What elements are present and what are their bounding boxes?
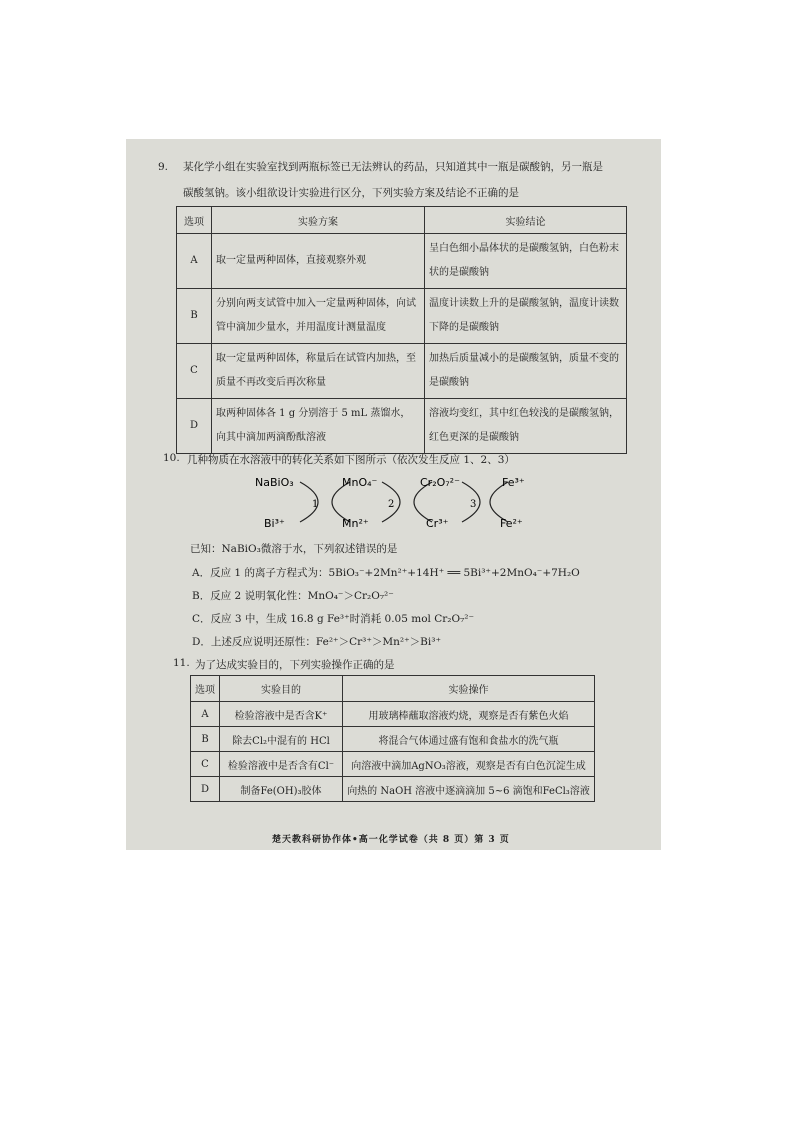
question-10-option-a: A．反应 1 的离子方程式为：5BiO₃⁻+2Mn²⁺+14H⁺ ══ 5Bi³⁺+2MnO₄⁻+7H₂O (192, 567, 580, 579)
header-aim: 实验目的 (220, 676, 343, 702)
question-9-text-line1: 某化学小组在实验室找到两瓶标签已无法辨认的药品，只知道其中一瓶是碳酸钠，另一瓶是 (183, 161, 603, 173)
option-cell: A (191, 702, 220, 727)
table-row (177, 234, 627, 289)
question-10-option-c: C．反应 3 中，生成 16.8 g Fe³⁺时消耗 0.05 mol Cr₂O₇²⁻ (192, 613, 475, 625)
question-11-table (190, 675, 595, 802)
conversion-arrows (250, 470, 570, 534)
question-9-number: 9. (158, 161, 169, 173)
page-footer: 楚天教科研协作体•高一化学试卷（共 8 页）第 3 页 (272, 835, 510, 845)
species-top-4: Fe³⁺ (502, 476, 525, 489)
header-operation: 实验操作 (343, 676, 595, 702)
question-10-known: 已知：NaBiO₃微溶于水，下列叙述错误的是 (190, 543, 398, 555)
question-10-option-b: B．反应 2 说明氧化性：MnO₄⁻＞Cr₂O₇²⁻ (192, 590, 394, 602)
option-cell: D (177, 399, 212, 454)
species-bottom-1: Bi³⁺ (264, 517, 285, 530)
reaction-label-1: 1 (312, 499, 319, 510)
option-cell: D (191, 777, 220, 802)
question-10-option-d: D．上述反应说明还原性：Fe²⁺＞Cr³⁺＞Mn²⁺＞Bi³⁺ (192, 636, 441, 648)
table-row (191, 777, 595, 802)
operation-cell: 向溶液中滴加AgNO₃溶液，观察是否有白色沉淀生成 (343, 752, 595, 777)
option-cell: B (177, 289, 212, 344)
header-result: 实验结论 (425, 207, 627, 234)
question-9-text-line2: 碳酸氢钠。该小组欲设计实验进行区分，下列实验方案及结论不正确的是 (183, 187, 519, 199)
result-cell: 温度计读数上升的是碳酸氢钠，温度计读数下降的是碳酸钠 (425, 289, 627, 344)
species-top-2: MnO₄⁻ (342, 476, 378, 489)
operation-cell: 将混合气体通过盛有饱和食盐水的洗气瓶 (343, 727, 595, 752)
table-row (177, 399, 627, 454)
table-row (191, 752, 595, 777)
operation-cell: 用玻璃棒蘸取溶液灼烧，观察是否有紫色火焰 (343, 702, 595, 727)
table-row (191, 727, 595, 752)
table-row (177, 344, 627, 399)
header-option: 选项 (191, 676, 220, 702)
question-10-text: 几种物质在水溶液中的转化关系如下图所示（依次发生反应 1、2、3） (187, 454, 515, 466)
question-11-text: 为了达成实验目的，下列实验操作正确的是 (195, 659, 395, 671)
species-top-3: Cr₂O₇²⁻ (420, 476, 460, 489)
result-cell: 溶液均变红，其中红色较浅的是碳酸氢钠，红色更深的是碳酸钠 (425, 399, 627, 454)
operation-cell: 向热的 NaOH 溶液中逐滴滴加 5~6 滴饱和FeCl₃溶液 (343, 777, 595, 802)
result-cell: 加热后质量减小的是碳酸氢钠，质量不变的是碳酸钠 (425, 344, 627, 399)
question-11-number: 11. (173, 657, 190, 669)
species-bottom-4: Fe²⁺ (500, 517, 523, 530)
plan-cell: 分别向两支试管中加入一定量两种固体，向试管中滴加少量水，并用温度计测量温度 (212, 289, 425, 344)
aim-cell: 检验溶液中是否含有Cl⁻ (220, 752, 343, 777)
table-header-row (177, 207, 627, 234)
question-9-table (176, 206, 627, 454)
option-cell: A (177, 234, 212, 289)
option-cell: C (191, 752, 220, 777)
question-10-number: 10. (163, 452, 180, 464)
header-plan: 实验方案 (212, 207, 425, 234)
table-header-row (191, 676, 595, 702)
result-cell: 呈白色细小晶体状的是碳酸氢钠，白色粉末状的是碳酸钠 (425, 234, 627, 289)
plan-cell: 取一定量两种固体，称量后在试管内加热，至质量不再改变后再次称量 (212, 344, 425, 399)
redox-conversion-diagram (250, 470, 570, 534)
reaction-label-3: 3 (470, 499, 477, 510)
table-row (191, 702, 595, 727)
aim-cell: 检验溶液中是否含K⁺ (220, 702, 343, 727)
aim-cell: 制备Fe(OH)₃胶体 (220, 777, 343, 802)
option-cell: C (177, 344, 212, 399)
plan-cell: 取两种固体各 1 g 分别溶于 5 mL 蒸馏水，向其中滴加两滴酚酞溶液 (212, 399, 425, 454)
table-row (177, 289, 627, 344)
option-cell: B (191, 727, 220, 752)
species-bottom-3: Cr³⁺ (426, 517, 449, 530)
header-option: 选项 (177, 207, 212, 234)
aim-cell: 除去Cl₂中混有的 HCl (220, 727, 343, 752)
plan-cell: 取一定量两种固体，直接观察外观 (212, 234, 425, 289)
reaction-label-2: 2 (388, 499, 395, 510)
species-bottom-2: Mn²⁺ (342, 517, 369, 530)
species-top-1: NaBiO₃ (255, 476, 294, 489)
